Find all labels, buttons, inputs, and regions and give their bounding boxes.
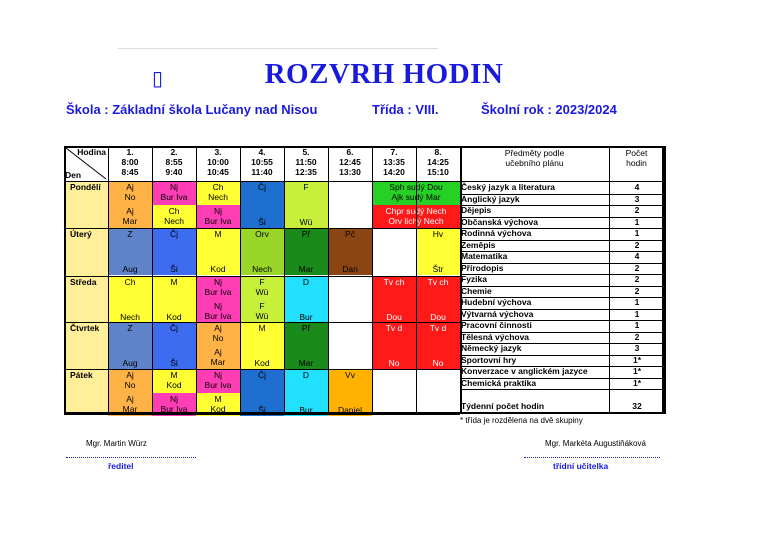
lesson-subject: M bbox=[214, 229, 222, 239]
lesson-teacher: Bur Iva bbox=[204, 380, 232, 390]
lesson-teacher: Nech bbox=[120, 312, 140, 322]
lesson-teacher: Nech bbox=[252, 264, 272, 274]
lesson-teacher: Ajk sudý Mar bbox=[391, 192, 441, 202]
lesson-subject: F bbox=[303, 182, 309, 192]
grid-row-line bbox=[64, 414, 460, 415]
lesson-subject: Nj bbox=[213, 370, 223, 380]
teacher-name: Mgr. Markéta Augustiňáková bbox=[545, 439, 646, 448]
lesson-subject: Tv ch bbox=[427, 277, 449, 287]
plan-hours: 1* bbox=[632, 366, 642, 376]
plan-hours: 3 bbox=[634, 343, 640, 353]
lesson-subject: Nj bbox=[169, 393, 179, 404]
plan-hours: 4 bbox=[634, 182, 640, 192]
lesson-subject: D bbox=[302, 370, 310, 380]
period-number: 6. bbox=[346, 147, 354, 157]
period-number: 5. bbox=[302, 147, 310, 157]
lesson-teacher: Štr bbox=[432, 264, 444, 274]
period-end: 12:35 bbox=[295, 167, 317, 177]
period-start: 8:00 bbox=[121, 157, 139, 167]
lesson-teacher: Daniel bbox=[337, 405, 363, 415]
day-name: Čtvrtek bbox=[70, 323, 100, 333]
principal-signature-line bbox=[66, 457, 196, 458]
period-start: 13:35 bbox=[383, 157, 405, 167]
lesson-subject: Aj bbox=[126, 182, 134, 192]
period-end: 14:20 bbox=[383, 167, 405, 177]
plan-hours: 3 bbox=[634, 193, 640, 204]
lesson-teacher: No bbox=[124, 380, 136, 390]
lesson-teacher: Ši bbox=[170, 264, 178, 274]
lesson-teacher: Mar bbox=[298, 264, 314, 274]
plan-subject: Český jazyk a literatura bbox=[461, 182, 556, 192]
class-label: Třída : VIII. bbox=[372, 102, 439, 117]
lesson-subject: Hv bbox=[432, 229, 444, 239]
lesson-teacher: Nech bbox=[208, 192, 228, 202]
lesson-teacher: Bur Iva bbox=[204, 287, 232, 297]
lesson-subject: Pč bbox=[345, 229, 355, 239]
period-start: 14:25 bbox=[427, 157, 449, 167]
lesson-teacher: Bur Iva bbox=[204, 215, 232, 226]
lesson-teacher: Mar bbox=[122, 215, 138, 226]
lesson-teacher: Bur bbox=[299, 312, 313, 322]
lesson-teacher: Kod bbox=[210, 264, 226, 274]
lesson-subject: Vv bbox=[345, 370, 355, 380]
lesson-subject: Čj bbox=[257, 182, 267, 192]
plan-header-count-text: Počet hodin bbox=[625, 148, 648, 168]
period-start: 10:55 bbox=[251, 157, 273, 167]
plan-subject: Pracovní činnosti bbox=[461, 320, 532, 330]
lesson-subject: Z bbox=[127, 323, 133, 333]
period-number: 7. bbox=[390, 147, 398, 157]
lesson-subject: Čj bbox=[169, 229, 179, 239]
lesson-subject: Tv d bbox=[385, 323, 403, 333]
lesson-teacher: Ši bbox=[258, 405, 266, 415]
lesson-subject: Nj bbox=[169, 182, 179, 192]
plan-subject: Zeměpis bbox=[461, 239, 496, 250]
plan-subject: Anglický jazyk bbox=[461, 193, 520, 204]
lesson-subject: Orv bbox=[255, 229, 269, 239]
plan-subject: Občanská výchova bbox=[461, 216, 539, 227]
lesson-teacher: Dou bbox=[386, 312, 402, 322]
day-name: Pondělí bbox=[70, 182, 101, 192]
school-name: Škola : Základní škola Lučany nad Nisou bbox=[66, 102, 318, 117]
lesson-teacher: Wü bbox=[255, 310, 269, 321]
grid-column-line bbox=[664, 146, 666, 414]
plan-subject: Německý jazyk bbox=[461, 343, 522, 353]
lesson-teacher: Kod bbox=[254, 358, 270, 368]
lesson-subject: Nj bbox=[213, 300, 223, 311]
lesson-subject: Čj bbox=[257, 370, 267, 380]
plan-header-subjects-text: Předměty podle učebního plánu bbox=[504, 148, 565, 168]
period-start: 10:00 bbox=[207, 157, 229, 167]
lesson-subject: M bbox=[170, 370, 178, 380]
lesson-teacher: Aug bbox=[122, 264, 138, 274]
lesson-subject: Aj bbox=[126, 370, 134, 380]
period-number: 4. bbox=[258, 147, 266, 157]
plan-hours: 2 bbox=[634, 285, 640, 296]
lesson-teacher: Bur Iva bbox=[160, 403, 188, 414]
lesson-subject: F bbox=[259, 277, 265, 287]
lesson-subject: Aj bbox=[214, 346, 222, 357]
lesson-teacher: Dou bbox=[430, 312, 446, 322]
plan-hours: 1* bbox=[632, 377, 642, 388]
lesson-teacher: Orv lichý Nech bbox=[388, 215, 444, 226]
timetable-grid bbox=[64, 146, 664, 414]
lesson-subject: Sph sudý Dou bbox=[389, 182, 443, 192]
plan-total-label: Týdenní počet hodin bbox=[461, 400, 545, 411]
plan-header-divider bbox=[460, 181, 664, 182]
lesson-teacher: Wü bbox=[299, 217, 313, 227]
lesson-teacher: Bur Iva bbox=[204, 310, 232, 321]
period-end: 9:40 bbox=[165, 167, 183, 177]
lesson-teacher: Aug bbox=[122, 358, 138, 368]
plan-subject: Sportovní hry bbox=[461, 354, 517, 365]
plan-hours: 2 bbox=[634, 331, 640, 342]
principal-role: ředitel bbox=[108, 461, 134, 471]
lesson-teacher: No bbox=[212, 333, 224, 343]
placeholder-glyph-icon: ▯ bbox=[152, 66, 164, 90]
lesson-subject: Nj bbox=[213, 205, 223, 216]
lesson-subject: Př bbox=[301, 229, 311, 239]
plan-hours: 1 bbox=[634, 308, 640, 319]
lesson-subject: Tv d bbox=[429, 323, 447, 333]
lesson-teacher: Kod bbox=[166, 312, 182, 322]
lesson-subject: F bbox=[259, 300, 265, 311]
page-title: ROZVRH HODIN bbox=[264, 58, 504, 90]
lesson-subject: Ch bbox=[212, 182, 224, 192]
lesson-teacher: Wü bbox=[255, 287, 269, 297]
period-end: 15:10 bbox=[427, 167, 449, 177]
plan-subject: Přírodopis bbox=[461, 262, 504, 273]
lesson-teacher: Dan bbox=[342, 264, 358, 274]
plan-subject: Hudební výchova bbox=[461, 297, 532, 307]
period-start: 12:45 bbox=[339, 157, 361, 167]
period-end: 10:45 bbox=[207, 167, 229, 177]
lesson-subject: Aj bbox=[214, 323, 222, 333]
period-number: 3. bbox=[214, 147, 222, 157]
period-end: 11:40 bbox=[251, 167, 273, 177]
lesson-subject: Ch bbox=[168, 205, 180, 216]
lesson-subject: Tv ch bbox=[383, 277, 405, 287]
period-number: 2. bbox=[170, 147, 178, 157]
lesson-teacher: No bbox=[432, 358, 444, 368]
lesson-teacher: Mar bbox=[298, 358, 314, 368]
lesson-subject: M bbox=[214, 393, 222, 404]
plan-hours: 2 bbox=[634, 205, 640, 215]
corner-label-hour: Hodina bbox=[77, 147, 106, 157]
day-name: Středa bbox=[70, 277, 97, 287]
lesson-subject: Chpr sudý Nech bbox=[385, 205, 447, 216]
lesson-teacher: No bbox=[124, 192, 136, 202]
lesson-teacher: Bur Iva bbox=[160, 192, 188, 202]
plan-subject: Tělesná výchova bbox=[461, 331, 530, 342]
plan-subject: Konverzace v anglickém jazyce bbox=[461, 366, 588, 376]
lesson-teacher: Ši bbox=[258, 217, 266, 227]
lesson-subject: M bbox=[170, 277, 178, 287]
plan-subject: Dějepis bbox=[461, 205, 492, 215]
plan-total-value: 32 bbox=[632, 400, 642, 411]
lesson-subject: Aj bbox=[126, 393, 134, 404]
plan-hours: 1 bbox=[634, 216, 640, 227]
lesson-subject: M bbox=[258, 323, 266, 333]
lesson-subject: Z bbox=[127, 229, 133, 239]
period-end: 8:45 bbox=[121, 167, 139, 177]
plan-subject: Chemie bbox=[461, 285, 492, 296]
period-end: 13:30 bbox=[339, 167, 361, 177]
principal-name: Mgr. Martin Würz bbox=[86, 439, 147, 448]
lesson-teacher: Bur bbox=[299, 405, 313, 415]
teacher-signature-line bbox=[524, 457, 660, 458]
timetable-border bbox=[64, 146, 664, 414]
corner-label-day: Den bbox=[65, 170, 82, 180]
top-rule bbox=[118, 48, 438, 49]
plan-hours: 1 bbox=[634, 320, 640, 330]
plan-subject: Chemická praktika bbox=[461, 377, 537, 388]
plan-subject: Rodinná výchova bbox=[461, 228, 532, 238]
plan-hours: 1 bbox=[634, 297, 640, 307]
plan-subject: Fyzika bbox=[461, 274, 487, 284]
lesson-teacher: Mar bbox=[122, 403, 138, 414]
lesson-teacher: Kod bbox=[166, 380, 182, 390]
lesson-teacher: Kod bbox=[210, 403, 226, 414]
lesson-subject: D bbox=[302, 277, 310, 287]
lesson-teacher: Nech bbox=[164, 215, 184, 226]
plan-hours: 2 bbox=[634, 239, 640, 250]
plan-hours: 4 bbox=[634, 251, 640, 261]
footnote: * třída je rozdělena na dvě skupiny bbox=[460, 416, 583, 425]
teacher-role: třídní učitelka bbox=[553, 461, 609, 471]
plan-subject: Výtvarná výchova bbox=[461, 308, 534, 319]
lesson-subject: Aj bbox=[126, 205, 134, 216]
plan-hours: 1* bbox=[632, 354, 642, 365]
plan-hours: 1 bbox=[634, 228, 640, 238]
period-number: 8. bbox=[434, 147, 442, 157]
lesson-subject: Čj bbox=[169, 323, 179, 333]
lesson-subject: Př bbox=[301, 323, 311, 333]
plan-subject: Matematika bbox=[461, 251, 508, 261]
lesson-teacher: Ši bbox=[170, 358, 178, 368]
school-year: Školní rok : 2023/2024 bbox=[481, 102, 617, 117]
period-number: 1. bbox=[126, 147, 134, 157]
lesson-subject: Ch bbox=[124, 277, 136, 287]
day-name: Úterý bbox=[70, 229, 92, 239]
lesson-teacher: No bbox=[388, 358, 400, 368]
lesson-subject: Nj bbox=[213, 277, 223, 287]
lesson-teacher: Mar bbox=[210, 356, 226, 367]
day-name: Pátek bbox=[70, 370, 93, 380]
period-start: 11:50 bbox=[295, 157, 317, 167]
plan-hours: 2 bbox=[634, 274, 640, 284]
period-start: 8:55 bbox=[165, 157, 183, 167]
plan-hours: 2 bbox=[634, 262, 640, 273]
